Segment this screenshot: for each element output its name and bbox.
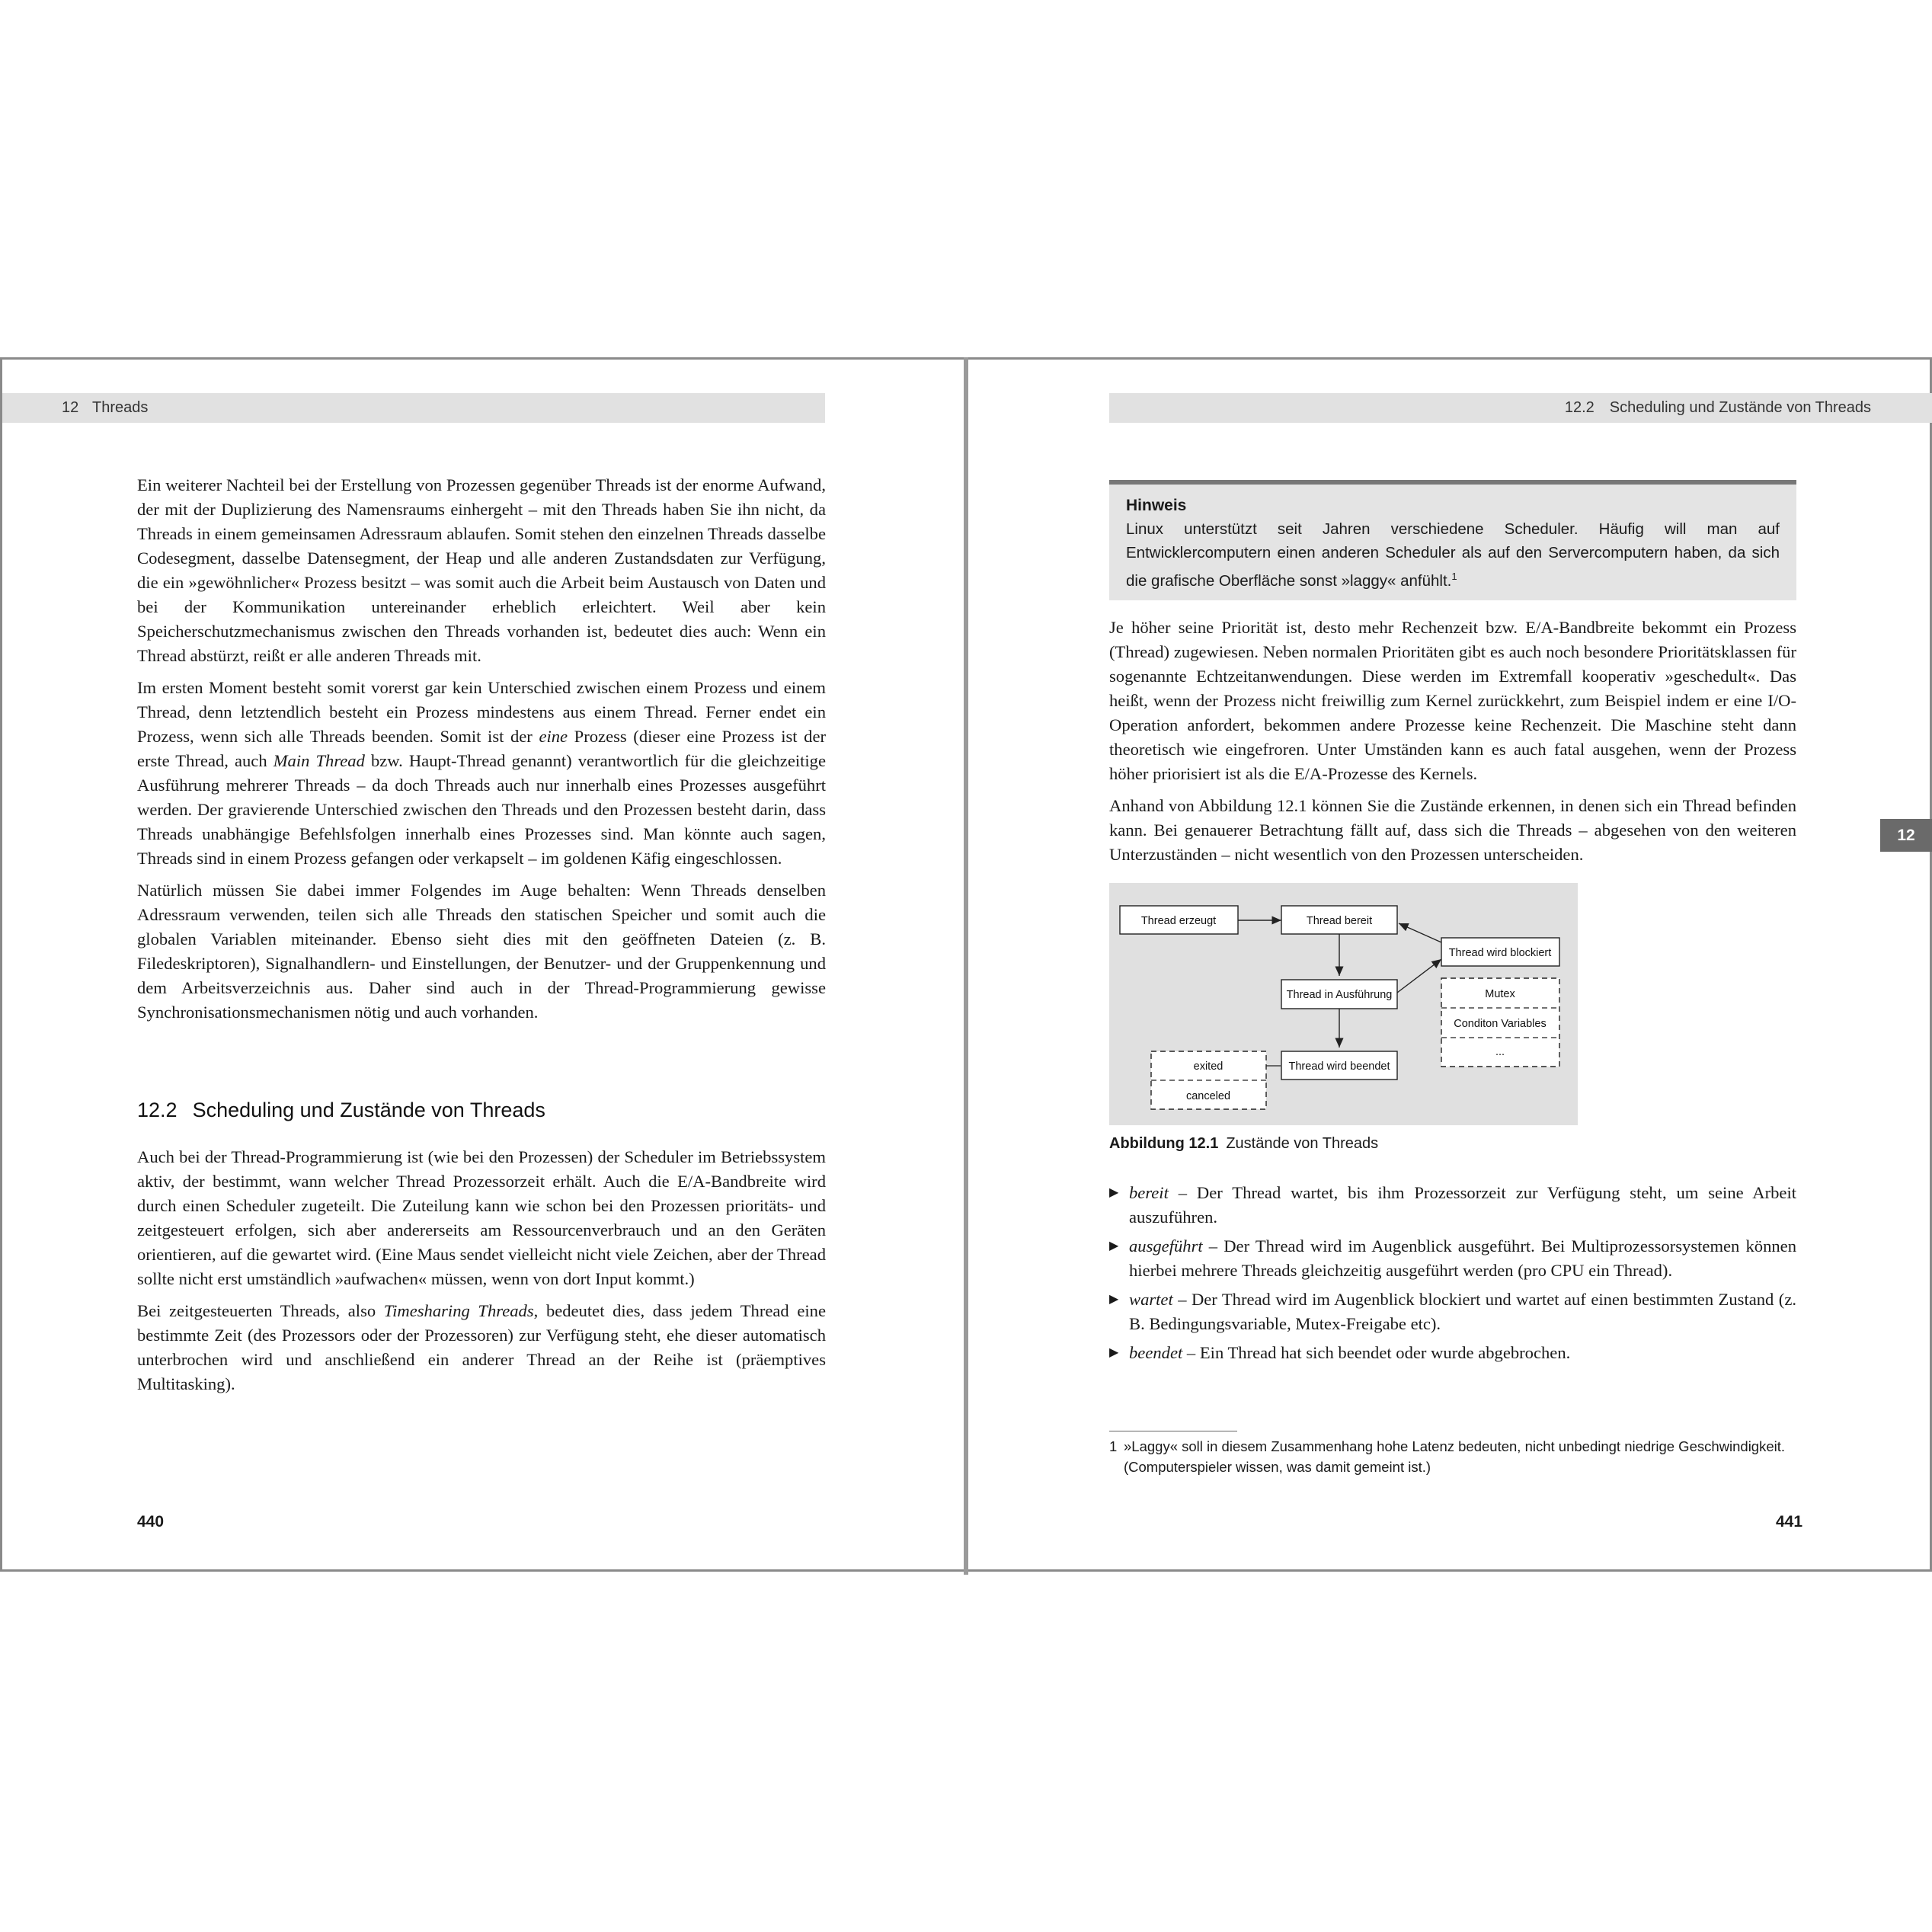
arrow-ausfuehrung-to-blockiert — [1397, 959, 1441, 993]
bullet-triangle-icon: ▶ — [1109, 1293, 1119, 1306]
body-text-right — [1109, 616, 1796, 875]
list-item: ▶ beendet – Ein Thread hat sich beendet oder wurde abgebrochen. — [1109, 1341, 1796, 1365]
right-page — [966, 357, 1932, 1572]
body-text-upper — [137, 473, 826, 1032]
substate-condition-variables: Conditon Variables — [1454, 1018, 1547, 1030]
substate-exited: exited — [1193, 1060, 1223, 1073]
svg-text:Thread erzeugt: Thread erzeugt — [1140, 915, 1217, 927]
note-box — [1109, 480, 1796, 600]
svg-text:Thread wird blockiert: Thread wird blockiert — [1448, 947, 1552, 959]
running-header-right — [1109, 393, 1932, 423]
header-chapter-title: Threads — [92, 399, 149, 416]
figure-caption — [1109, 1135, 1378, 1153]
footnote-text: »Laggy« soll in diesem Zusammenhang hohe Latenz bedeuten, nicht unbedingt niedrige Geschwindigkeit. (Computerspieler wissen, was damit gemeint ist.) — [1124, 1438, 1786, 1475]
bullet-triangle-icon: ▶ — [1109, 1346, 1119, 1359]
paragraph: Bei zeitgesteuerten Threads, also Timesharing Threads, bedeutet dies, dass jedem Thread eine bestimmte Zeit (des Prozessors oder der Prozessoren) zur Verfügung steht, ehe dieser automatisch unterbrochen wird und anschließend ein anderer Thread an der Reihe ist (präemptives Multitasking). — [137, 1301, 826, 1393]
paragraph: Anhand von Abbildung 12.1 können Sie die Zustände erkennen, in denen sich ein Thread befinden kann. Bei genauerer Betrachtung fällt auf, dass sich die Threads – abgesehen von den weiteren Unterzuständen – nicht wesentlich von den Prozessen unterscheiden. — [1109, 796, 1796, 864]
list-item: ▶ ausgeführt – Der Thread wird im Augenblick ausgeführt. Bei Multiprozessorsystemen können hierbei mehrere Threads gleichzeitig ausgeführt werden (pro CPU ein Thread). — [1109, 1234, 1796, 1283]
paragraph: Natürlich müssen Sie dabei immer Folgendes im Auge behalten: Wenn Threads denselben Adressraum verwenden, teilen sich alle Threads den statischen Speicher und somit auch die globalen Variablen miteinander. Ebenso sieht dies mit den geöffneten Dateien (z. B. Filedeskriptoren), Signalhandlern- und Einstellungen, der Benutzer- und der Gruppenkennung und dem Arbeitsverzeichnis aus. Daher sind auch in der Thread-Programmierung gewisse Synchronisationsmechanismen nötig und auch vorhanden. — [137, 881, 826, 1022]
footnote-marker[interactable]: 1 — [1451, 571, 1457, 582]
bullet-triangle-icon: ▶ — [1109, 1239, 1119, 1252]
left-page — [0, 357, 968, 1572]
book-spine — [964, 357, 968, 1575]
header-section-title: Scheduling und Zustände von Threads — [1609, 399, 1871, 416]
svg-text:Thread in Ausführung: Thread in Ausführung — [1286, 989, 1393, 1001]
diagram-svg — [1109, 883, 1578, 1125]
section-number: 12.2 — [137, 1099, 178, 1121]
state-bullet-list — [1109, 1181, 1796, 1370]
footnote — [1109, 1436, 1796, 1477]
section-heading — [137, 1099, 545, 1122]
substates-blocked — [1441, 978, 1559, 1067]
arrow-blockiert-to-bereit — [1399, 923, 1441, 942]
note-title: Hinweis — [1126, 497, 1187, 514]
page-number-right: 441 — [1776, 1513, 1803, 1531]
footnote-number: 1 — [1109, 1438, 1118, 1454]
svg-text:Thread bereit: Thread bereit — [1306, 915, 1373, 927]
header-chapter-number: 12 — [62, 399, 79, 416]
state-thread-bereit — [1281, 906, 1397, 934]
header-section-number: 12.2 — [1564, 399, 1595, 416]
note-text: Linux unterstützt seit Jahren verschiedene Scheduler. Häufig will man auf Entwicklercomputern einen anderen Scheduler als auf den Servercomputern haben, da sich die grafische Oberfläche sonst »laggy« anfühlt.$^1$ — [1126, 520, 1780, 590]
state-thread-blockiert — [1441, 938, 1559, 966]
list-item: ▶ bereit – Der Thread wartet, bis ihm Prozessorzeit zur Verfügung steht, um seine Arbeit auszuführen. — [1109, 1181, 1796, 1230]
svg-text:Thread wird beendet: Thread wird beendet — [1288, 1060, 1390, 1073]
bullet-triangle-icon: ▶ — [1109, 1186, 1119, 1199]
chapter-thumb-tab: 12 — [1880, 819, 1932, 852]
paragraph: Ein weiterer Nachteil bei der Erstellung von Prozessen gegenüber Threads ist der enorme Aufwand, der mit der Duplizierung des Namensraums einhergeht – mit den Threads haben Sie ihn nicht, da Threads in einem gemeinsamen Adressraum ablaufen. Somit stehen den einzelnen Threads dasselbe Codesegment, dasselbe Datensegment, der Heap und alle anderen Zustandsdaten zur Verfügung, die ein »gewöhnlicher« Prozess besitzt – was somit auch die Arbeit beim Austausch von Daten und bei der Kommunikation untereinander erheblich erleichtert. Weil aber kein Speicherschutzmechanismus zwischen den Threads vorhanden ist, bedeutet dies auch: Wenn ein Thread abstürzt, reißt er alle anderen Threads mit. — [137, 475, 826, 665]
running-header-left — [2, 393, 825, 423]
substates-ended — [1151, 1051, 1266, 1109]
state-thread-ausfuehrung — [1281, 980, 1397, 1009]
caption-text: Zustände von Threads — [1226, 1135, 1379, 1152]
list-item: ▶ wartet – Der Thread wird im Augenblick blockiert und wartet auf einen bestimmten Zustand (z. B. Bedingungsvariable, Mutex-Freigabe etc). — [1109, 1287, 1796, 1336]
state-thread-beendet — [1281, 1051, 1397, 1080]
paragraph: Im ersten Moment besteht somit vorerst gar kein Unterschied zwischen einem Prozess und einem Thread, denn letztendlich besteht ein Prozess mindestens aus einem Thread. Ferner endet ein Prozess, wenn sich alle Threads beenden. Somit ist der eine Prozess (dieser eine Prozess ist der erste Thread, auch Main Thread bzw. Haupt-Thread genannt) verantwortlich für die gleichzeitige Ausführung mehrerer Threads – da doch Threads auch nur innerhalb eines Prozesses ausgeführt werden. Der gravierende Unterschied zwischen den Threads und den Prozessen besteht darin, dass Threads unabhängige Befehlsfolgen innerhalb eines Prozesses sind. Man könnte auch sagen, Threads sind in einem Prozess gefangen oder verkapselt – im goldenen Käfig eingeschlossen. — [137, 678, 827, 868]
body-text-lower — [137, 1145, 826, 1404]
thread-states-diagram — [1109, 883, 1578, 1125]
paragraph: Je höher seine Priorität ist, desto mehr Rechenzeit bzw. E/A-Bandbreite bekommt ein Prozess (Thread) zugewiesen. Neben normalen Prioritäten gibt es auch noch besondere Prioritätsklassen für sogenannte Echtzeitanwendungen. Diese werden im Extremfall kooperativ »geschedult«. Das heißt, wenn der Prozess nicht freiwillig zum Kernel zurückkehrt, zum Beispiel indem er eine I/O-Operation anfordert, bekommen andere Prozesse keine Rechenzeit. Die Maschine steht dann theoretisch wie eingefroren. Unter Umständen kann es auch fatal ausgehen, wenn der Prozess höher priorisiert ist als die E/A-Prozesse des Kernels. — [1109, 618, 1796, 783]
substate-ellipsis: ... — [1495, 1046, 1505, 1058]
substate-canceled: canceled — [1185, 1090, 1231, 1102]
section-title: Scheduling und Zustände von Threads — [192, 1099, 545, 1121]
paragraph: Auch bei der Thread-Programmierung ist (wie bei den Prozessen) der Scheduler im Betriebssystem aktiv, der bestimmt, wann welcher Thread Prozessorzeit erhält. Auch die E/A-Bandbreite wird durch einen Scheduler zugeteilt. Die Zuteilung kann wie schon bei den Prozessen prioritäts- und zeitgesteuert erfolgen, sich aber andererseits am Ressourcenverbrauch und an den Geräten orientieren, auf die gewartet wird. (Eine Maus sendet vielleicht nicht viele Zeichen, aber der Thread sollte nicht erst umständlich »aufwachen« müssen, wenn von dort Input kommt.) — [137, 1147, 826, 1288]
book-spread — [0, 357, 1932, 1575]
page-number-left: 440 — [137, 1513, 165, 1531]
substate-mutex: Mutex — [1485, 988, 1515, 1000]
state-thread-erzeugt — [1120, 906, 1238, 934]
caption-label: Abbildung 12.1 — [1109, 1135, 1219, 1152]
